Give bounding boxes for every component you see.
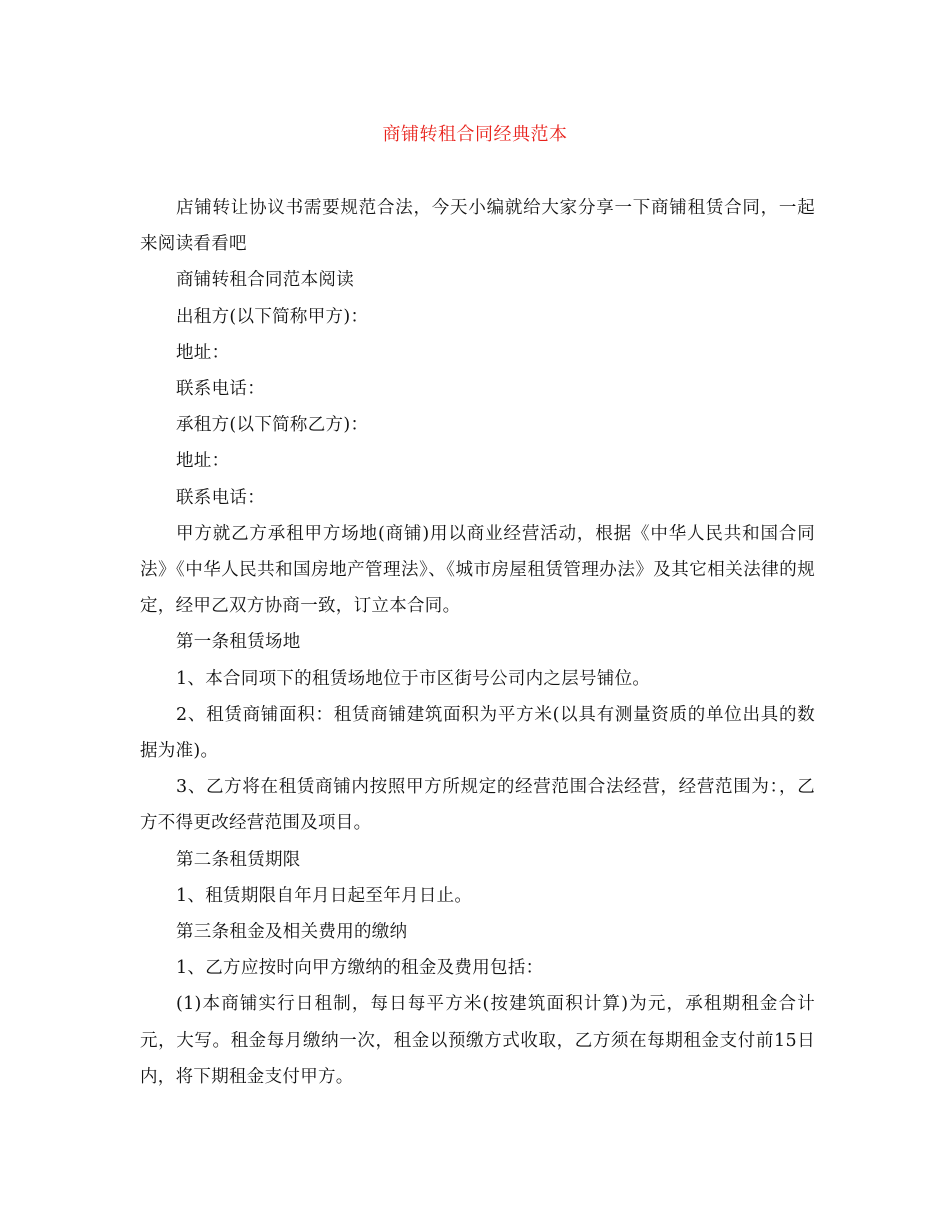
article-1-clause-3: 3、乙方将在租赁商铺内按照甲方所规定的经营范围合法经营，经营范围为：，乙方不得更改经营范围及项目。	[140, 777, 815, 834]
intro-paragraph: 店铺转让协议书需要规范合法，今天小编就给大家分享一下商铺租赁合同，一起来阅读看看吧	[140, 198, 815, 255]
lessor-label: 出租方(以下简称甲方)：	[176, 306, 369, 327]
article-3-clause-1: 1、乙方应按时向甲方缴纳的租金及费用包括：	[176, 958, 544, 979]
preamble-paragraph: 甲方就乙方承租甲方场地(商铺)用以商业经营活动，根据《中华人民共和国合同法》《中华人民共和国房地产管理法》、《城市房屋租赁管理办法》及其它相关法律的规定，经甲乙双方协商一致，订立本合同。	[140, 523, 815, 617]
lessee-address-label: 地址：	[176, 451, 230, 472]
article-3-clause-1-item-1: (1)本商铺实行日租制，每日每平方米(按建筑面积计算)为元，承租期租金合计元，大写。租金每月缴纳一次，租金以预缴方式收取，乙方须在每期租金支付前15日内，将下期租金支付甲方。	[140, 994, 815, 1087]
article-3-heading: 第三条租金及相关费用的缴纳	[176, 922, 408, 943]
lessee-phone-label: 联系电话：	[176, 487, 265, 508]
lessee-label: 承租方(以下简称乙方)：	[176, 415, 369, 436]
section-heading: 商铺转租合同范本阅读	[176, 270, 354, 291]
article-1-heading: 第一条租赁场地	[176, 632, 301, 653]
article-2-clause-1: 1、租赁期限自年月日起至年月日止。	[176, 885, 473, 906]
lessor-address-label: 地址：	[176, 342, 230, 363]
article-1-clause-1: 1、本合同项下的租赁场地位于市区街号公司内之层号铺位。	[176, 668, 651, 689]
document-title: 商铺转租合同经典范本	[382, 124, 568, 145]
article-2-heading: 第二条租赁期限	[176, 849, 301, 870]
article-1-clause-2: 2、租赁商铺面积：租赁商铺建筑面积为平方米(以具有测量资质的单位出具的数据为准)。	[140, 704, 815, 762]
document-body	[140, 190, 815, 1095]
lessor-phone-label: 联系电话：	[176, 379, 265, 400]
